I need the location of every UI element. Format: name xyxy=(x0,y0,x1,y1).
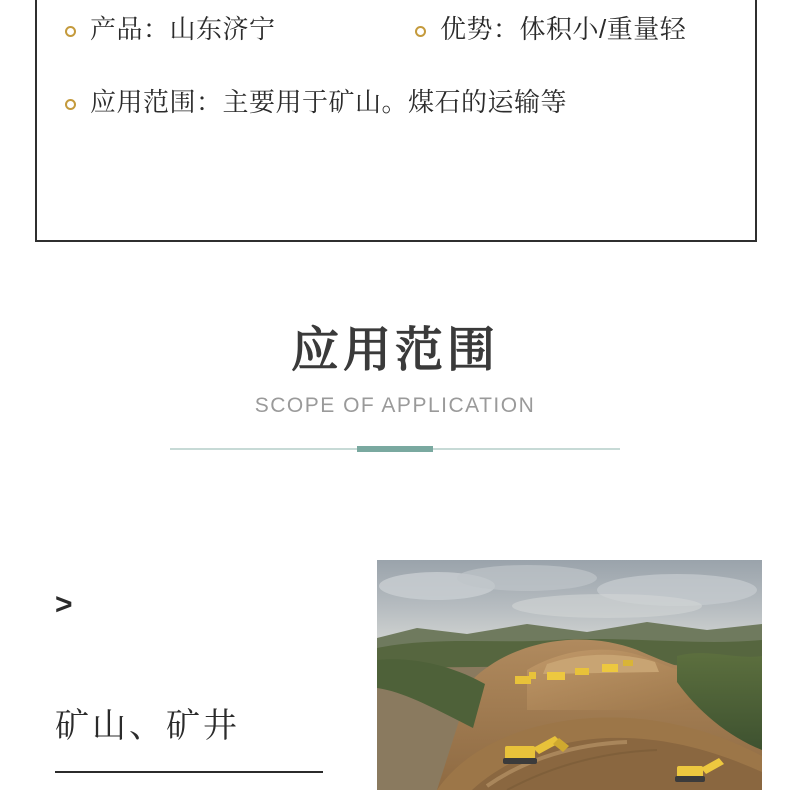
spec-item-label: 应用范围：主要用于矿山。煤石的运输等 xyxy=(90,87,568,118)
mining-site-photo xyxy=(377,560,762,790)
application-underline xyxy=(55,771,323,773)
circle-bullet-icon xyxy=(415,26,426,37)
spec-item-scope xyxy=(65,87,567,118)
spec-item-advantage xyxy=(415,14,686,45)
divider xyxy=(170,446,620,452)
spec-item-label: 优势：体积小/重量轻 xyxy=(440,14,687,44)
section-heading xyxy=(0,322,790,452)
circle-bullet-icon xyxy=(65,99,76,110)
divider-accent xyxy=(357,446,433,452)
page-title: 应用范围 xyxy=(290,324,499,377)
page-subtitle: SCOPE OF APPLICATION xyxy=(254,393,536,417)
application-block xyxy=(55,590,325,773)
spec-rows xyxy=(65,14,731,160)
spec-row xyxy=(65,14,731,45)
spec-item-label: 产品：山东济宁 xyxy=(90,14,276,44)
circle-bullet-icon xyxy=(65,26,76,37)
spec-row xyxy=(65,87,731,118)
spec-box xyxy=(35,0,757,242)
spec-item-product xyxy=(65,14,415,45)
application-label: 矿山、矿井 xyxy=(55,707,240,745)
chevron-right-icon: > xyxy=(55,588,73,621)
